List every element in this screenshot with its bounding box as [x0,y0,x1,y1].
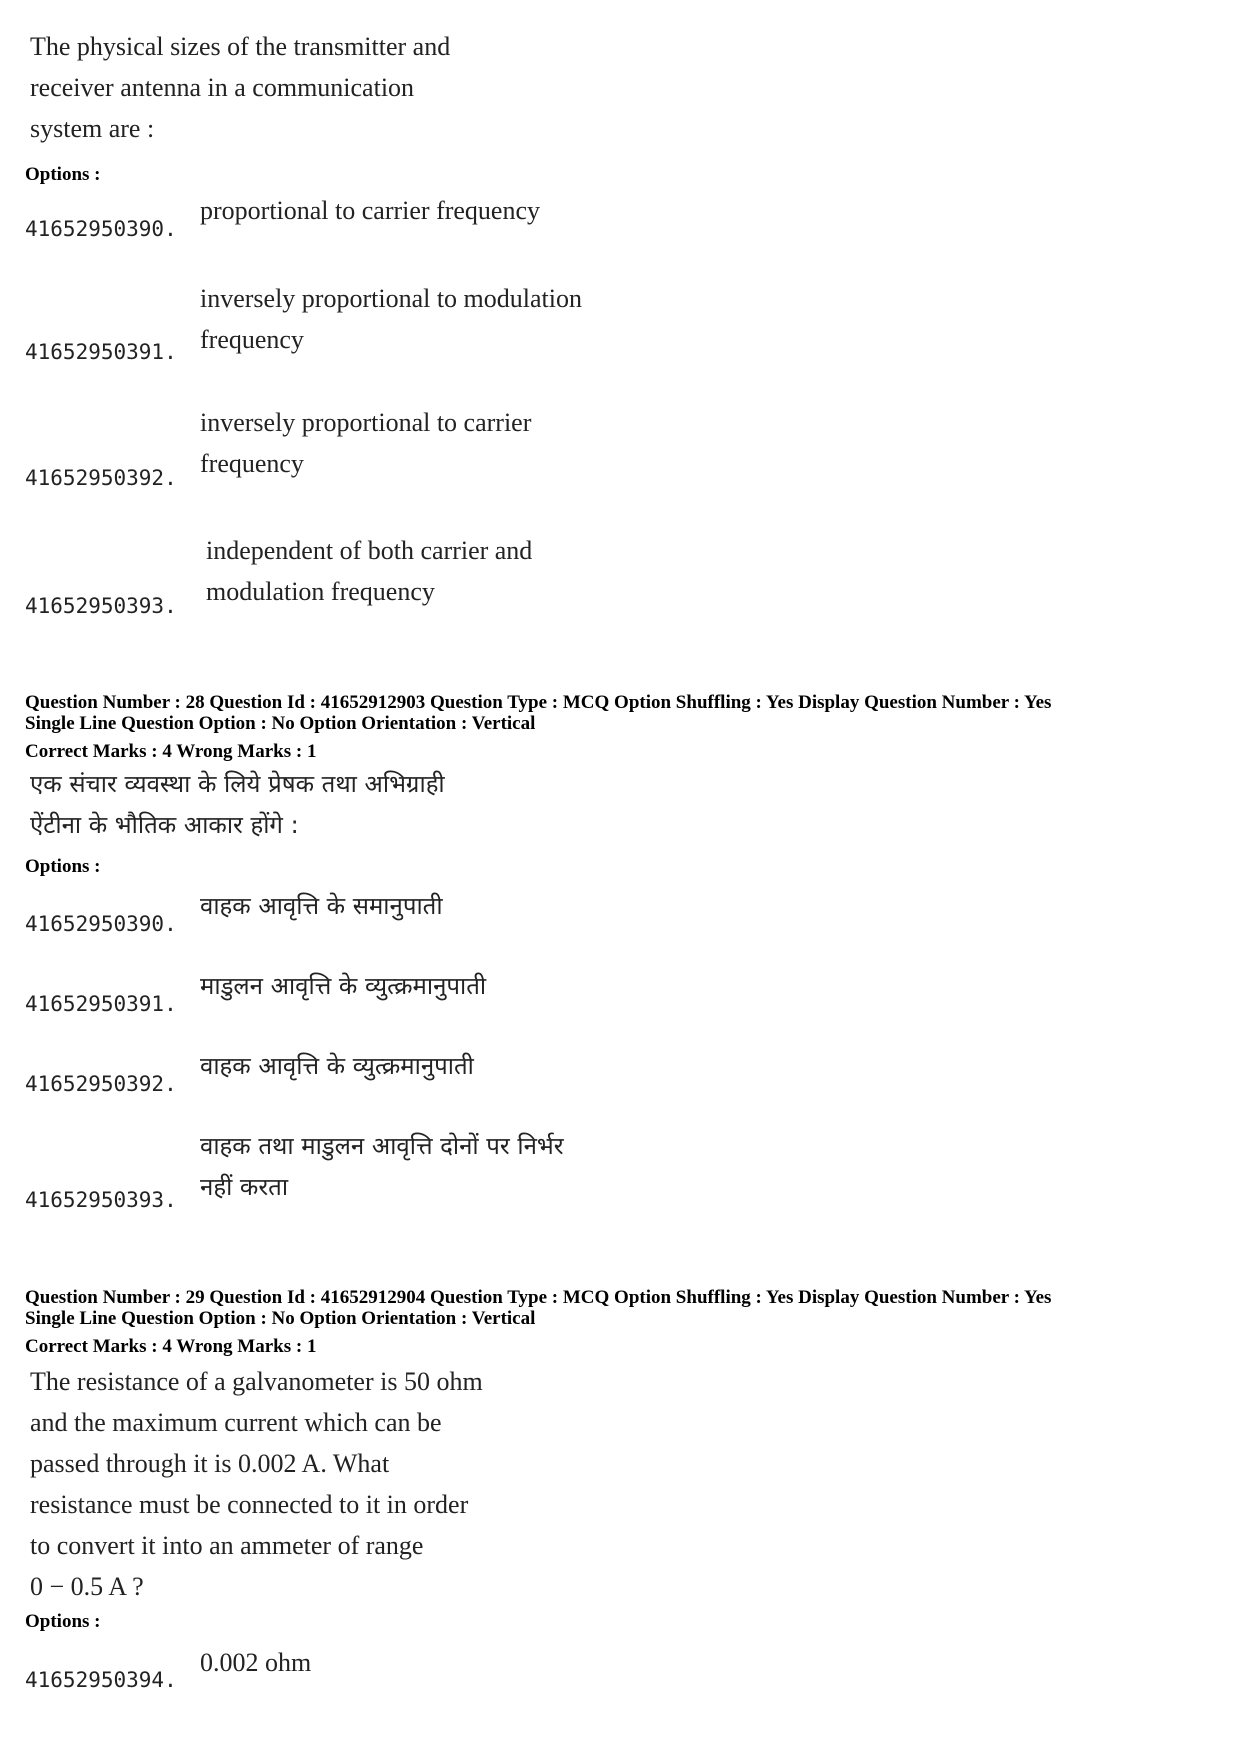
q29-text-line: to convert it into an ammeter of range [30,1531,424,1560]
q28-option-line: माडुलन आवृत्ति के व्युत्क्रमानुपाती [200,972,487,1000]
q27-options-label: Options : [25,164,101,185]
q27-option-id: 41652950393. [25,594,177,618]
q29-options-label: Options : [25,1611,101,1632]
q27-option-line: inversely proportional to carrier [200,408,532,437]
q28-option-id: 41652950393. [25,1188,177,1212]
q28-option-id: 41652950392. [25,1072,177,1096]
q29-question-text [30,1361,483,1607]
q29-option-text [200,1642,311,1683]
q27-option-id: 41652950392. [25,466,177,490]
q28-meta-line1: Question Number : 28 Question Id : 41652912903 Question Type : MCQ Option Shuffling : Yes Display Question Number : Yes [25,692,1052,713]
q27-option-line: inversely proportional to modulation [200,284,582,313]
q29-meta [25,1287,1051,1329]
q27-option-line: frequency [200,449,304,478]
q29-option-line: 0.002 ohm [200,1648,312,1677]
q27-text-line: receiver antenna in a communication [30,73,415,102]
q29-text-line: The resistance of a galvanometer is 50 ohm [30,1367,483,1396]
q29-text-line: passed through it is 0.002 A. What [30,1449,390,1478]
q28-option-id: 41652950390. [25,912,177,936]
q28-option-text [200,1126,564,1208]
q27-option-line: independent of both carrier and [206,536,533,565]
q27-text-line: The physical sizes of the transmitter and [30,32,451,61]
q28-text-line: ऐंटीना के भौतिक आकार होंगे : [30,811,299,839]
q28-option-line: वाहक तथा माडुलन आवृत्ति दोनों पर निर्भर [200,1132,564,1160]
q29-text-line: resistance must be connected to it in order [30,1490,469,1519]
q28-meta [25,692,1051,734]
q28-option-id: 41652950391. [25,992,177,1016]
q28-option-line: नहीं करता [200,1173,289,1201]
q27-option-line: proportional to carrier frequency [200,196,541,225]
q28-question-text [30,764,445,846]
q28-marks: Correct Marks : 4 Wrong Marks : 1 [25,741,317,762]
q27-option-text [206,530,532,612]
q28-options-label: Options : [25,856,101,877]
q27-option-text [200,402,531,484]
q27-option-id: 41652950391. [25,340,177,364]
q27-text-line: system are : [30,114,155,143]
q29-text-line: and the maximum current which can be [30,1408,442,1437]
q27-option-line: frequency [200,325,304,354]
q29-option-id: 41652950394. [25,1668,177,1692]
q29-text-line: 0 − 0.5 A ? [30,1572,144,1601]
q29-meta-line1: Question Number : 29 Question Id : 41652912904 Question Type : MCQ Option Shuffling : Yes Display Question Number : Yes [25,1287,1052,1308]
q28-option-text [200,966,486,1007]
q28-option-line: वाहक आवृत्ति के व्युत्क्रमानुपाती [200,1052,474,1080]
q27-question-text [30,26,450,149]
q27-option-line: modulation frequency [206,577,435,606]
q28-text-line: एक संचार व्यवस्था के लिये प्रेषक तथा अभिग्राही [30,770,445,798]
q27-option-text [200,190,540,231]
q27-option-text [200,278,582,360]
q28-option-text [200,886,443,927]
q28-option-line: वाहक आवृत्ति के समानुपाती [200,892,443,920]
q28-meta-line2: Single Line Question Option : No Option Orientation : Vertical [25,713,536,734]
q29-marks: Correct Marks : 4 Wrong Marks : 1 [25,1336,317,1357]
q28-option-text [200,1046,474,1087]
q27-option-id: 41652950390. [25,217,177,241]
q29-meta-line2: Single Line Question Option : No Option Orientation : Vertical [25,1308,536,1329]
